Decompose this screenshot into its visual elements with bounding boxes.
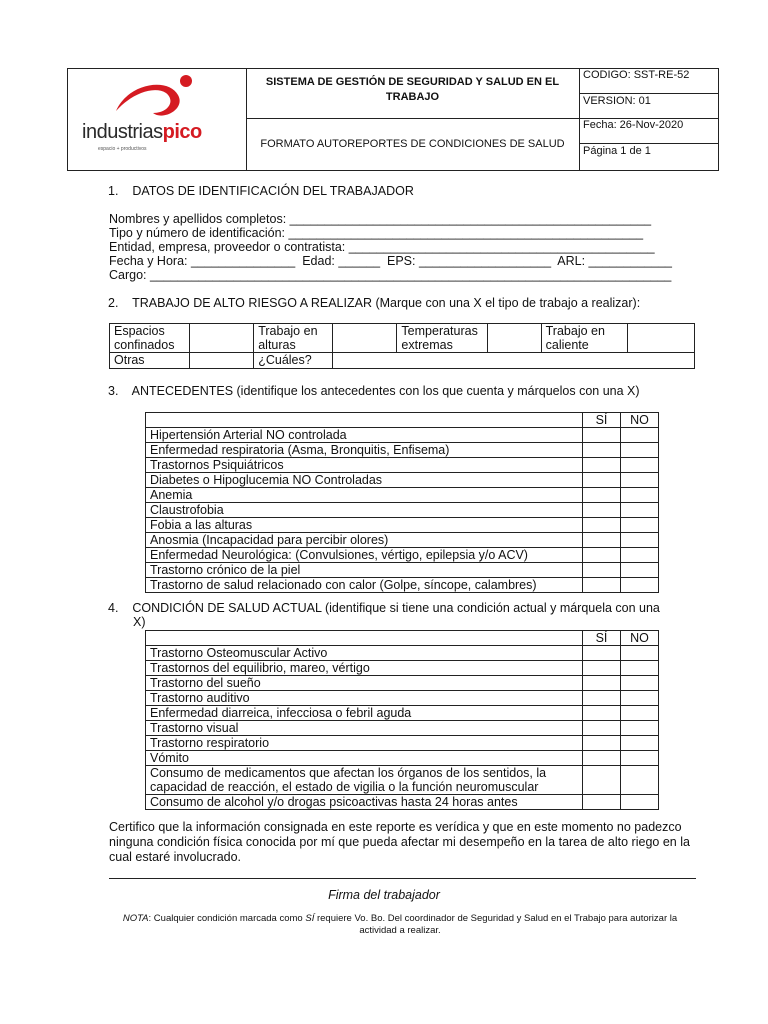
no-cell[interactable] [621, 736, 659, 751]
note-text [120, 913, 680, 937]
yes-cell[interactable] [583, 795, 621, 810]
yes-cell[interactable] [583, 443, 621, 458]
no-cell[interactable] [621, 443, 659, 458]
yes-cell[interactable] [583, 548, 621, 563]
row-label: Trastorno de salud relacionado con calor (Golpe, síncope, calambres) [146, 578, 583, 593]
no-cell[interactable] [621, 548, 659, 563]
table-header-empty [146, 413, 583, 428]
row-label: Anosmia (Incapacidad para percibir olores) [146, 533, 583, 548]
row-label: Trastorno visual [146, 721, 583, 736]
format-title: FORMATO AUTOREPORTES DE CONDICIONES DE SALUD [260, 138, 565, 150]
no-cell[interactable] [621, 503, 659, 518]
table-row [146, 646, 659, 661]
header-titles [246, 69, 580, 170]
yes-cell[interactable] [583, 488, 621, 503]
note-emphasis: SÍ [305, 913, 315, 924]
doc-date: Fecha: 26-Nov-2020 [579, 119, 718, 144]
system-title: SISTEMA DE GESTIÓN DE SEGURIDAD Y SALUD EN EL TRABAJO [246, 69, 579, 119]
yes-cell[interactable] [583, 578, 621, 593]
table-row [146, 428, 659, 443]
no-cell[interactable] [621, 676, 659, 691]
row-label: Enfermedad respiratoria (Asma, Bronquitis, Enfisema) [146, 443, 583, 458]
field-cargo[interactable]: Cargo: ___________________________________________________________________________ [109, 268, 672, 282]
section4-title-cont: X) [133, 615, 146, 629]
doc-version: VERSION: 01 [579, 94, 718, 119]
row-label: Trastornos Psiquiátricos [146, 458, 583, 473]
table-row [146, 766, 659, 795]
row-label: Hipertensión Arterial NO controlada [146, 428, 583, 443]
row-label: Trastorno crónico de la piel [146, 563, 583, 578]
table-row [146, 691, 659, 706]
row-label: Trastorno del sueño [146, 676, 583, 691]
yes-cell[interactable] [583, 503, 621, 518]
no-cell[interactable] [621, 721, 659, 736]
no-cell[interactable] [621, 428, 659, 443]
table-row [146, 578, 659, 593]
yes-cell[interactable] [583, 458, 621, 473]
risk-checkbox[interactable] [627, 324, 694, 353]
table-header-empty [146, 631, 583, 646]
col-yes: SÍ [583, 631, 621, 646]
logo-tagline: espacio + productivos [98, 146, 147, 152]
yes-cell[interactable] [583, 646, 621, 661]
row-label: Consumo de medicamentos que afectan los órganos de los sentidos, la capacidad de reacción, el estado de vigilia o la función neuromuscular [146, 766, 583, 795]
yes-cell[interactable] [583, 736, 621, 751]
yes-cell[interactable] [583, 518, 621, 533]
field-identification[interactable]: Tipo y número de identificación: ___________________________________________________ [109, 226, 644, 240]
row-label: Trastorno auditivo [146, 691, 583, 706]
risk-which-input[interactable] [333, 353, 695, 369]
no-cell[interactable] [621, 795, 659, 810]
no-cell[interactable] [621, 578, 659, 593]
row-label: Trastorno respiratorio [146, 736, 583, 751]
table-row [146, 503, 659, 518]
col-no: NO [621, 413, 659, 428]
table-row [146, 533, 659, 548]
row-label: Anemia [146, 488, 583, 503]
risk-checkbox[interactable] [190, 324, 254, 353]
no-cell[interactable] [621, 646, 659, 661]
table-row [146, 736, 659, 751]
yes-cell[interactable] [583, 691, 621, 706]
no-cell[interactable] [621, 766, 659, 795]
section4-title: 4. CONDICIÓN DE SALUD ACTUAL (identifique si tiene una condición actual y márquela con una [108, 601, 660, 615]
no-cell[interactable] [621, 488, 659, 503]
yes-cell[interactable] [583, 563, 621, 578]
table-row [146, 563, 659, 578]
no-cell[interactable] [621, 706, 659, 721]
risk-checkbox[interactable] [487, 324, 541, 353]
row-label: Fobia a las alturas [146, 518, 583, 533]
table-row [146, 488, 659, 503]
row-label: Trastorno Osteomuscular Activo [146, 646, 583, 661]
table-row [146, 458, 659, 473]
yes-cell[interactable] [583, 751, 621, 766]
antecedents-table [145, 412, 659, 593]
row-label: Enfermedad diarreica, infecciosa o febril aguda [146, 706, 583, 721]
table-row [146, 721, 659, 736]
certification-text: Certifico que la información consignada en este reporte es verídica y que en este momento no padezco ninguna condición física conocida por mí que pueda afectar mi desempeño en la tarea de alto riego en la cual estaré involucrado. [109, 820, 690, 864]
field-date-age-eps-arl[interactable]: Fecha y Hora: _______________ Edad: ______ EPS: ___________________ ARL: ____________ [109, 254, 672, 268]
yes-cell[interactable] [583, 676, 621, 691]
risk-which-label: ¿Cuáles? [254, 353, 333, 369]
doc-code: CODIGO: SST-RE-52 [579, 69, 718, 94]
logo-brand-prefix: industrias [82, 121, 163, 143]
section1-title: 1. DATOS DE IDENTIFICACIÓN DEL TRABAJADOR [108, 184, 414, 198]
logo-brand-suffix: pico [162, 121, 202, 143]
section3-title: 3. ANTECEDENTES (identifique los antecedentes con los que cuenta y márquelos con una X) [108, 384, 640, 398]
yes-cell[interactable] [583, 533, 621, 548]
row-label: Enfermedad Neurológica: (Convulsiones, vértigo, epilepsia y/o ACV) [146, 548, 583, 563]
yes-cell[interactable] [583, 766, 621, 795]
row-label: Diabetes o Hipoglucemia NO Controladas [146, 473, 583, 488]
header-meta [579, 69, 718, 170]
risk-option-label: Temperaturas extremas [397, 324, 487, 353]
document-header [67, 68, 719, 171]
risk-option-label: Trabajo en caliente [541, 324, 627, 353]
doc-page: Página 1 de 1 [583, 145, 651, 157]
signature-line[interactable] [109, 878, 696, 879]
logo-brand [82, 121, 202, 144]
yes-cell[interactable] [583, 706, 621, 721]
table-header-row [146, 631, 659, 646]
company-logo [68, 69, 247, 170]
row-label: Claustrofobia [146, 503, 583, 518]
risk-others-label: Otras [110, 353, 190, 369]
no-cell[interactable] [621, 473, 659, 488]
table-row [146, 676, 659, 691]
table-row [146, 661, 659, 676]
table-row [146, 751, 659, 766]
no-cell[interactable] [621, 751, 659, 766]
table-header-row [146, 413, 659, 428]
no-cell[interactable] [621, 533, 659, 548]
field-entity[interactable]: Entidad, empresa, proveedor o contratista: ____________________________________________ [109, 240, 655, 254]
section2-title: 2. TRABAJO DE ALTO RIESGO A REALIZAR (Marque con una X el tipo de trabajo a realizar): [108, 296, 641, 310]
row-label: Vómito [146, 751, 583, 766]
table-row [146, 548, 659, 563]
field-names[interactable]: Nombres y apellidos completos: ____________________________________________________ [109, 212, 652, 226]
table-row [146, 706, 659, 721]
col-no: NO [621, 631, 659, 646]
col-yes: SÍ [583, 413, 621, 428]
no-cell[interactable] [621, 563, 659, 578]
table-row [146, 473, 659, 488]
no-cell[interactable] [621, 458, 659, 473]
risk-checkbox[interactable] [190, 353, 254, 369]
yes-cell[interactable] [583, 473, 621, 488]
yes-cell[interactable] [583, 661, 621, 676]
signature-label: Firma del trabajador [328, 888, 440, 902]
no-cell[interactable] [621, 518, 659, 533]
row-label: Trastornos del equilibrio, mareo, vértigo [146, 661, 583, 676]
note-text-before: : Cualquier condición marcada como [148, 913, 306, 924]
no-cell[interactable] [621, 661, 659, 676]
risk-option-label: Espacios confinados [110, 324, 190, 353]
risk-option-label: Trabajo en alturas [254, 324, 333, 353]
note-label: NOTA [122, 913, 149, 924]
table-row [146, 795, 659, 810]
risk-checkbox[interactable] [333, 324, 397, 353]
row-label: Consumo de alcohol y/o drogas psicoactivas hasta 24 horas antes [146, 795, 583, 810]
risk-work-table [109, 323, 695, 369]
yes-cell[interactable] [583, 721, 621, 736]
table-row [146, 518, 659, 533]
no-cell[interactable] [621, 691, 659, 706]
logo-swoosh-icon [108, 73, 218, 123]
table-row [146, 443, 659, 458]
note-text-after: requiere Vo. Bo. Del coordinador de Seguridad y Salud en el Trabajo para autorizar la actividad a realizar. [314, 913, 678, 936]
current-condition-table [145, 630, 659, 810]
yes-cell[interactable] [583, 428, 621, 443]
